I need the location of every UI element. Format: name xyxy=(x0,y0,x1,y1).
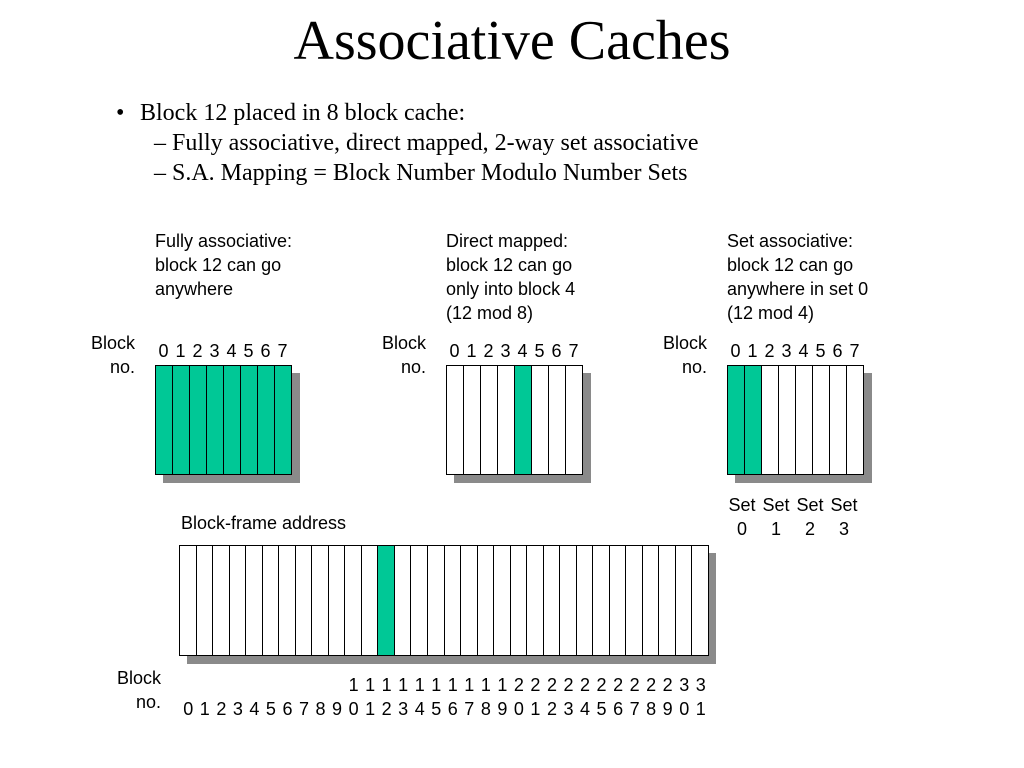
cache-block-6 xyxy=(830,365,847,475)
memory-digit xyxy=(279,673,296,697)
block-number: 3 xyxy=(209,341,220,361)
memory-digit xyxy=(230,673,247,697)
memory-block-8 xyxy=(312,545,329,656)
cache-block-3 xyxy=(779,365,796,475)
set-associative-caption: Set associative: block 12 can go anywhere in set 0 (12 mod 4) xyxy=(727,231,869,323)
block-number: 7 xyxy=(568,341,579,361)
cache-block-7 xyxy=(847,365,864,475)
block-number: 1 xyxy=(747,341,758,361)
set-3-label: Set 3 xyxy=(830,495,858,539)
fully-associative-block-label: Block no. xyxy=(90,333,135,377)
block-number: 3 xyxy=(781,341,792,361)
block-number: 2 xyxy=(483,341,494,361)
memory-digit: 2 xyxy=(596,675,607,695)
direct-mapped-block-label: Block no. xyxy=(381,333,426,377)
memory-block-17 xyxy=(461,545,478,656)
cache-block-4 xyxy=(515,365,532,475)
memory-digit: 2 xyxy=(563,675,574,695)
memory-digit: 7 xyxy=(298,699,309,719)
memory-digit: 2 xyxy=(546,675,557,695)
block-number: 5 xyxy=(243,341,254,361)
memory-digit: 1 xyxy=(398,675,409,695)
memory-block-0 xyxy=(180,545,197,656)
memory-block-23 xyxy=(560,545,577,656)
memory-digit: 8 xyxy=(315,699,326,719)
memory-digit: 4 xyxy=(580,699,591,719)
memory-block-2 xyxy=(213,545,230,656)
memory-block-28 xyxy=(643,545,660,656)
memory-block-29 xyxy=(659,545,676,656)
memory-digit: 2 xyxy=(546,699,557,719)
bullet-dot: • xyxy=(116,100,125,126)
bullet-main xyxy=(116,98,699,128)
block-number: 6 xyxy=(551,341,562,361)
block-number: 6 xyxy=(832,341,843,361)
memory-digit: 5 xyxy=(596,699,607,719)
memory-digit: 3 xyxy=(563,699,574,719)
memory-digit: 0 xyxy=(348,699,359,719)
memory-digit: 7 xyxy=(464,699,475,719)
memory-block-15 xyxy=(428,545,445,656)
set-2-label: Set 2 xyxy=(796,495,824,539)
memory-digit: 8 xyxy=(646,699,657,719)
direct-mapped-caption: Direct mapped: block 12 can go only into block 4 (12 mod 8) xyxy=(446,231,576,323)
memory-block-12 xyxy=(378,545,395,656)
memory-digit xyxy=(329,673,346,697)
block-number: 2 xyxy=(764,341,775,361)
bullet-sub-1: – Fully associative, direct mapped, 2-way set associative xyxy=(154,130,699,156)
block-number: 4 xyxy=(226,341,237,361)
memory-numbers-tens xyxy=(180,673,709,697)
memory-digit: 2 xyxy=(629,675,640,695)
memory-digit: 1 xyxy=(414,675,425,695)
memory-block-1 xyxy=(197,545,214,656)
block-number: 4 xyxy=(798,341,809,361)
bullet-sub-2: – S.A. Mapping = Block Number Modulo Number Sets xyxy=(154,160,688,186)
memory-digit: 1 xyxy=(480,675,491,695)
memory-digit xyxy=(296,673,313,697)
memory-digit: 2 xyxy=(613,675,624,695)
block-number: 6 xyxy=(260,341,271,361)
memory-block-11 xyxy=(362,545,379,656)
cache-block-0 xyxy=(156,365,173,475)
block-number: 7 xyxy=(849,341,860,361)
memory-digit: 2 xyxy=(216,699,227,719)
memory-digit: 2 xyxy=(530,675,541,695)
memory-digit xyxy=(263,673,280,697)
memory-block-18 xyxy=(478,545,495,656)
memory-digit: 2 xyxy=(513,675,524,695)
block-number: 3 xyxy=(500,341,511,361)
memory-digit: 0 xyxy=(513,699,524,719)
memory-digit: 1 xyxy=(447,675,458,695)
cache-block-7 xyxy=(275,365,292,475)
cache-block-6 xyxy=(549,365,566,475)
memory-digit xyxy=(180,673,197,697)
memory-digit: 1 xyxy=(365,675,376,695)
memory-digit: 9 xyxy=(662,699,673,719)
cache-block-5 xyxy=(532,365,549,475)
memory-digit: 1 xyxy=(431,675,442,695)
memory-digit: 1 xyxy=(199,699,210,719)
memory-block-label: Block no. xyxy=(116,668,161,712)
cache-block-7 xyxy=(566,365,583,475)
memory-digit: 2 xyxy=(580,675,591,695)
block-number: 1 xyxy=(466,341,477,361)
memory-block-10 xyxy=(345,545,362,656)
memory-block-25 xyxy=(593,545,610,656)
memory-block-7 xyxy=(296,545,313,656)
memory-blocks xyxy=(179,545,709,656)
block-number: 5 xyxy=(534,341,545,361)
cache-block-0 xyxy=(447,365,464,475)
memory-digit: 6 xyxy=(447,699,458,719)
memory-block-30 xyxy=(676,545,693,656)
memory-block-20 xyxy=(511,545,528,656)
bullet-list xyxy=(116,98,699,188)
slide-title: Associative Caches xyxy=(293,10,731,72)
memory-digit: 1 xyxy=(497,675,508,695)
block-number: 1 xyxy=(175,341,186,361)
memory-block-19 xyxy=(494,545,511,656)
memory-block-22 xyxy=(544,545,561,656)
memory-digit: 1 xyxy=(695,699,706,719)
memory-block-31 xyxy=(692,545,709,656)
cache-block-4 xyxy=(224,365,241,475)
cache-block-6 xyxy=(258,365,275,475)
memory-block-16 xyxy=(445,545,462,656)
memory-block-5 xyxy=(263,545,280,656)
memory-digit: 2 xyxy=(381,699,392,719)
memory-block-4 xyxy=(246,545,263,656)
memory-digit: 0 xyxy=(679,699,690,719)
set-associative-block-label: Block no. xyxy=(662,333,707,377)
memory-digit: 6 xyxy=(613,699,624,719)
cache-block-1 xyxy=(464,365,481,475)
memory-digit: 9 xyxy=(332,699,343,719)
bullet-main-text: Block 12 placed in 8 block cache: xyxy=(140,100,466,126)
set-associative-block-numbers xyxy=(727,339,863,363)
memory-block-26 xyxy=(610,545,627,656)
memory-digit: 9 xyxy=(497,699,508,719)
memory-digit: 7 xyxy=(629,699,640,719)
cache-block-5 xyxy=(241,365,258,475)
cache-block-2 xyxy=(762,365,779,475)
cache-block-0 xyxy=(728,365,745,475)
memory-block-14 xyxy=(411,545,428,656)
memory-block-9 xyxy=(329,545,346,656)
cache-block-2 xyxy=(190,365,207,475)
memory-block-6 xyxy=(279,545,296,656)
memory-digit: 1 xyxy=(464,675,475,695)
cache-block-5 xyxy=(813,365,830,475)
direct-mapped-block-numbers xyxy=(446,339,582,363)
block-number: 5 xyxy=(815,341,826,361)
memory-digit xyxy=(312,673,329,697)
memory-digit: 1 xyxy=(530,699,541,719)
memory-digit: 2 xyxy=(646,675,657,695)
block-number: 0 xyxy=(730,341,741,361)
set-1-label: Set 1 xyxy=(762,495,790,539)
block-number: 0 xyxy=(158,341,169,361)
memory-block-21 xyxy=(527,545,544,656)
cache-blocks xyxy=(446,365,584,475)
memory-digit xyxy=(246,673,263,697)
fully-associative-caption: Fully associative: block 12 can go anywhere xyxy=(155,231,293,299)
memory-block-3 xyxy=(230,545,247,656)
memory-digit: 4 xyxy=(249,699,260,719)
memory-block-27 xyxy=(626,545,643,656)
memory-digit: 2 xyxy=(662,675,673,695)
memory-digit xyxy=(213,673,230,697)
memory-digit: 1 xyxy=(381,675,392,695)
memory-digit: 6 xyxy=(282,699,293,719)
block-number: 4 xyxy=(517,341,528,361)
cache-block-3 xyxy=(207,365,224,475)
memory-numbers-ones xyxy=(180,697,709,721)
memory-digit: 3 xyxy=(398,699,409,719)
cache-block-2 xyxy=(481,365,498,475)
memory-digit: 3 xyxy=(695,675,706,695)
block-frame-address-label: Block-frame address xyxy=(181,513,347,533)
block-number: 0 xyxy=(449,341,460,361)
cache-block-1 xyxy=(745,365,762,475)
cache-blocks xyxy=(155,365,293,475)
cache-blocks xyxy=(727,365,865,475)
memory-digit: 8 xyxy=(480,699,491,719)
memory-digit: 5 xyxy=(431,699,442,719)
memory-digit: 1 xyxy=(348,675,359,695)
memory-digit: 3 xyxy=(232,699,243,719)
memory-digit xyxy=(197,673,214,697)
memory-block-24 xyxy=(577,545,594,656)
memory-digit: 3 xyxy=(679,675,690,695)
cache-block-4 xyxy=(796,365,813,475)
cache-block-1 xyxy=(173,365,190,475)
set-0-label: Set 0 xyxy=(728,495,756,539)
memory-digit: 5 xyxy=(265,699,276,719)
memory-digit: 0 xyxy=(183,699,194,719)
fully-associative-block-numbers xyxy=(155,339,291,363)
memory-block-13 xyxy=(395,545,412,656)
block-number: 7 xyxy=(277,341,288,361)
memory-digit: 4 xyxy=(414,699,425,719)
block-number: 2 xyxy=(192,341,203,361)
cache-block-3 xyxy=(498,365,515,475)
memory-digit: 1 xyxy=(365,699,376,719)
